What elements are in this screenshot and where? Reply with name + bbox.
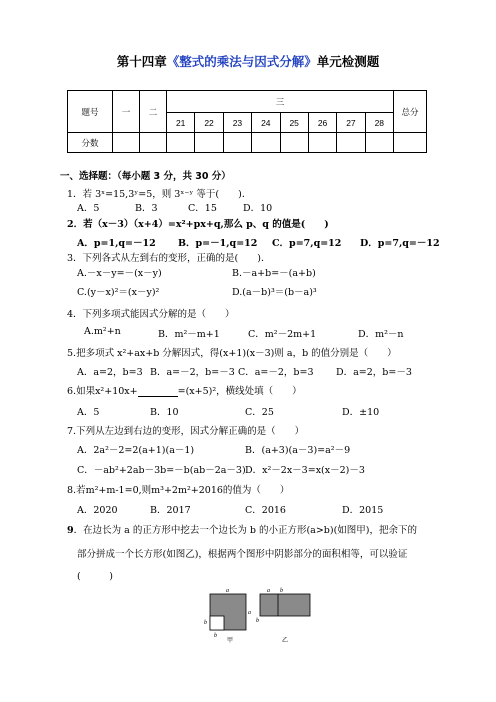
- question-7-stem: 7.下列从左边到右边的变形，因式分解正确的是（ ）: [67, 426, 305, 437]
- question-4-option-b: B．m²－m+1: [158, 329, 220, 340]
- question-6-option-a: A．5: [77, 407, 100, 418]
- score-total: 总分: [394, 91, 427, 133]
- figure-yi-rectangle: [260, 594, 310, 616]
- question-3-option-c: C.(y－x)²＝(x－y)²: [77, 287, 160, 298]
- question-1-stem: 1．若 3ˣ=15,3ʸ=5，则 3ˣ⁻ʸ 等于( )．: [67, 189, 252, 200]
- question-8-option-b: B．2017: [150, 505, 191, 516]
- question-3-option-d: D.(a－b)³＝(b－a)³: [232, 287, 317, 298]
- figure-jia-caption: 甲: [227, 637, 234, 644]
- question-9-line-2: 部分拼成一个长方形(如图乙)，根据两个图形中阴影部分的面积相等，可以验证: [77, 549, 408, 560]
- question-5-option-d: D．a=2，b=－3: [336, 367, 412, 378]
- question-6-option-b: B．10: [150, 407, 179, 418]
- score-col-2: 二: [140, 91, 167, 133]
- question-2-option-c: C．p=7,q=12: [272, 238, 342, 249]
- title-main: 《整式的乘法与因式分解》: [166, 54, 317, 69]
- question-6-blank[interactable]: [138, 387, 178, 397]
- figure-jia-cutout: [210, 616, 224, 630]
- score-sub-23: 23: [223, 113, 251, 133]
- figure-yi-label-b: b: [280, 588, 283, 594]
- score-col-1: 一: [113, 91, 140, 133]
- score-cell-2[interactable]: [140, 133, 167, 153]
- score-table: [67, 90, 427, 153]
- question-2-option-a: A．p=1,q=－12: [77, 238, 156, 249]
- score-sub-25: 25: [280, 113, 308, 133]
- question-4-stem: 4．下列多项式能因式分解的是（ ）: [67, 309, 235, 320]
- title-prefix: 第十四章: [116, 54, 167, 69]
- question-2-option-d: D．p=7,q=－12: [360, 238, 440, 249]
- figure-jia: [204, 588, 251, 644]
- question-7-option-d: D．x²－2x－3=x(x－2)－3: [245, 465, 365, 476]
- section-heading: 一、选择题：（每小题 3 分，共 30 分）: [60, 171, 231, 182]
- page-title: [0, 52, 496, 70]
- question-5-option-a: A．a=2，b=3: [77, 367, 143, 378]
- question-8-option-c: C．2016: [245, 505, 286, 516]
- question-2-option-b: B．p=－1,q=12: [178, 238, 258, 249]
- score-cell-28[interactable]: [365, 133, 393, 153]
- question-1-option-b: B．3: [135, 203, 158, 214]
- question-5-stem: 5.把多项式 x²+ax+b 分解因式，得(x+1)(x－3)则 a，b 的值分别是（ ）: [67, 348, 397, 359]
- question-9-line-3: ( ): [77, 571, 113, 582]
- score-sub-26: 26: [308, 113, 336, 133]
- question-7-option-c: C．－ab²+2ab－3b=－b(ab－2a－3): [77, 465, 246, 476]
- score-sub-27: 27: [337, 113, 365, 133]
- figure-yi: [256, 588, 310, 644]
- score-sub-21: 21: [167, 113, 195, 133]
- question-5-option-c: C．a=－2，b=3: [238, 367, 314, 378]
- question-8-stem: 8.若m²+m-1=0,则m³+2m²+2016的值为（ ）: [67, 485, 290, 496]
- question-4-option-d: D．m²－n: [358, 329, 404, 340]
- question-8-option-a: A．2020: [77, 505, 118, 516]
- question-1-option-c: C．15: [188, 203, 217, 214]
- score-label-fenshu: 分数: [68, 133, 113, 153]
- figure-yi-label-b-side: b: [256, 618, 259, 624]
- question-4-option-a: A.m²+n: [84, 326, 121, 337]
- question-6-stem-start: 6.如果x²+10x+: [67, 386, 138, 397]
- question-6-option-d: D．±10: [342, 407, 380, 418]
- figure-jia-label-a-right: a: [248, 610, 251, 616]
- figure-jia-yi: [200, 584, 330, 646]
- question-6-stem-end: =(x+5)²，横线处填（ ）: [177, 386, 302, 397]
- question-5-option-b: B．a=－2，b=－3: [150, 367, 235, 378]
- question-6-stem: [67, 383, 302, 397]
- question-6-option-c: C．25: [245, 407, 274, 418]
- score-col-3: 三: [167, 91, 394, 113]
- score-sub-24: 24: [252, 113, 280, 133]
- question-9-line-1: [67, 522, 417, 536]
- score-cell-26[interactable]: [308, 133, 336, 153]
- score-sub-28: 28: [365, 113, 393, 133]
- question-9-number: 9: [67, 525, 74, 536]
- score-cell-total[interactable]: [394, 133, 427, 153]
- question-3-option-a: A.－x－y=－(x－y): [77, 268, 162, 279]
- score-cell-25[interactable]: [280, 133, 308, 153]
- title-suffix: 单元检测题: [316, 54, 380, 69]
- score-cell-23[interactable]: [223, 133, 251, 153]
- score-sub-22: 22: [195, 113, 223, 133]
- figure-yi-label-a: a: [267, 588, 270, 594]
- figure-yi-caption: 乙: [282, 637, 289, 644]
- question-3-stem: 3．下列各式从左到右的变形，正确的是( )．: [67, 253, 271, 264]
- question-7-option-a: A．2a²－2=2(a+1)(a－1): [77, 445, 195, 456]
- question-2-stem: 2．若（x－3）（x+4）=x²+px+q,那么 p、q 的值是( ): [67, 219, 329, 230]
- score-cell-21[interactable]: [167, 133, 195, 153]
- figure-jia-label-a-top: a: [226, 588, 229, 594]
- figure-jia-label-b-bottom: b: [214, 633, 217, 639]
- score-cell-24[interactable]: [252, 133, 280, 153]
- question-7-option-b: B．(a+3)(a－3)=a²－9: [245, 445, 351, 456]
- question-3-option-b: B.－a+b=－(a+b): [232, 268, 316, 279]
- figure-jia-label-b-left: b: [204, 620, 207, 626]
- question-1-option-d: D．10: [243, 203, 273, 214]
- question-1-option-a: A．5: [77, 203, 100, 214]
- question-4-option-c: C．m²－2m+1: [248, 329, 317, 340]
- question-8-option-d: D．2015: [342, 505, 384, 516]
- question-9-text-1: ．在边长为 a 的正方形中挖去一个边长为 b 的小正方形(a>b)(如图甲)，把余下的: [73, 525, 417, 536]
- score-cell-27[interactable]: [337, 133, 365, 153]
- score-label-tihao: 题号: [68, 91, 113, 133]
- score-cell-1[interactable]: [113, 133, 140, 153]
- score-cell-22[interactable]: [195, 133, 223, 153]
